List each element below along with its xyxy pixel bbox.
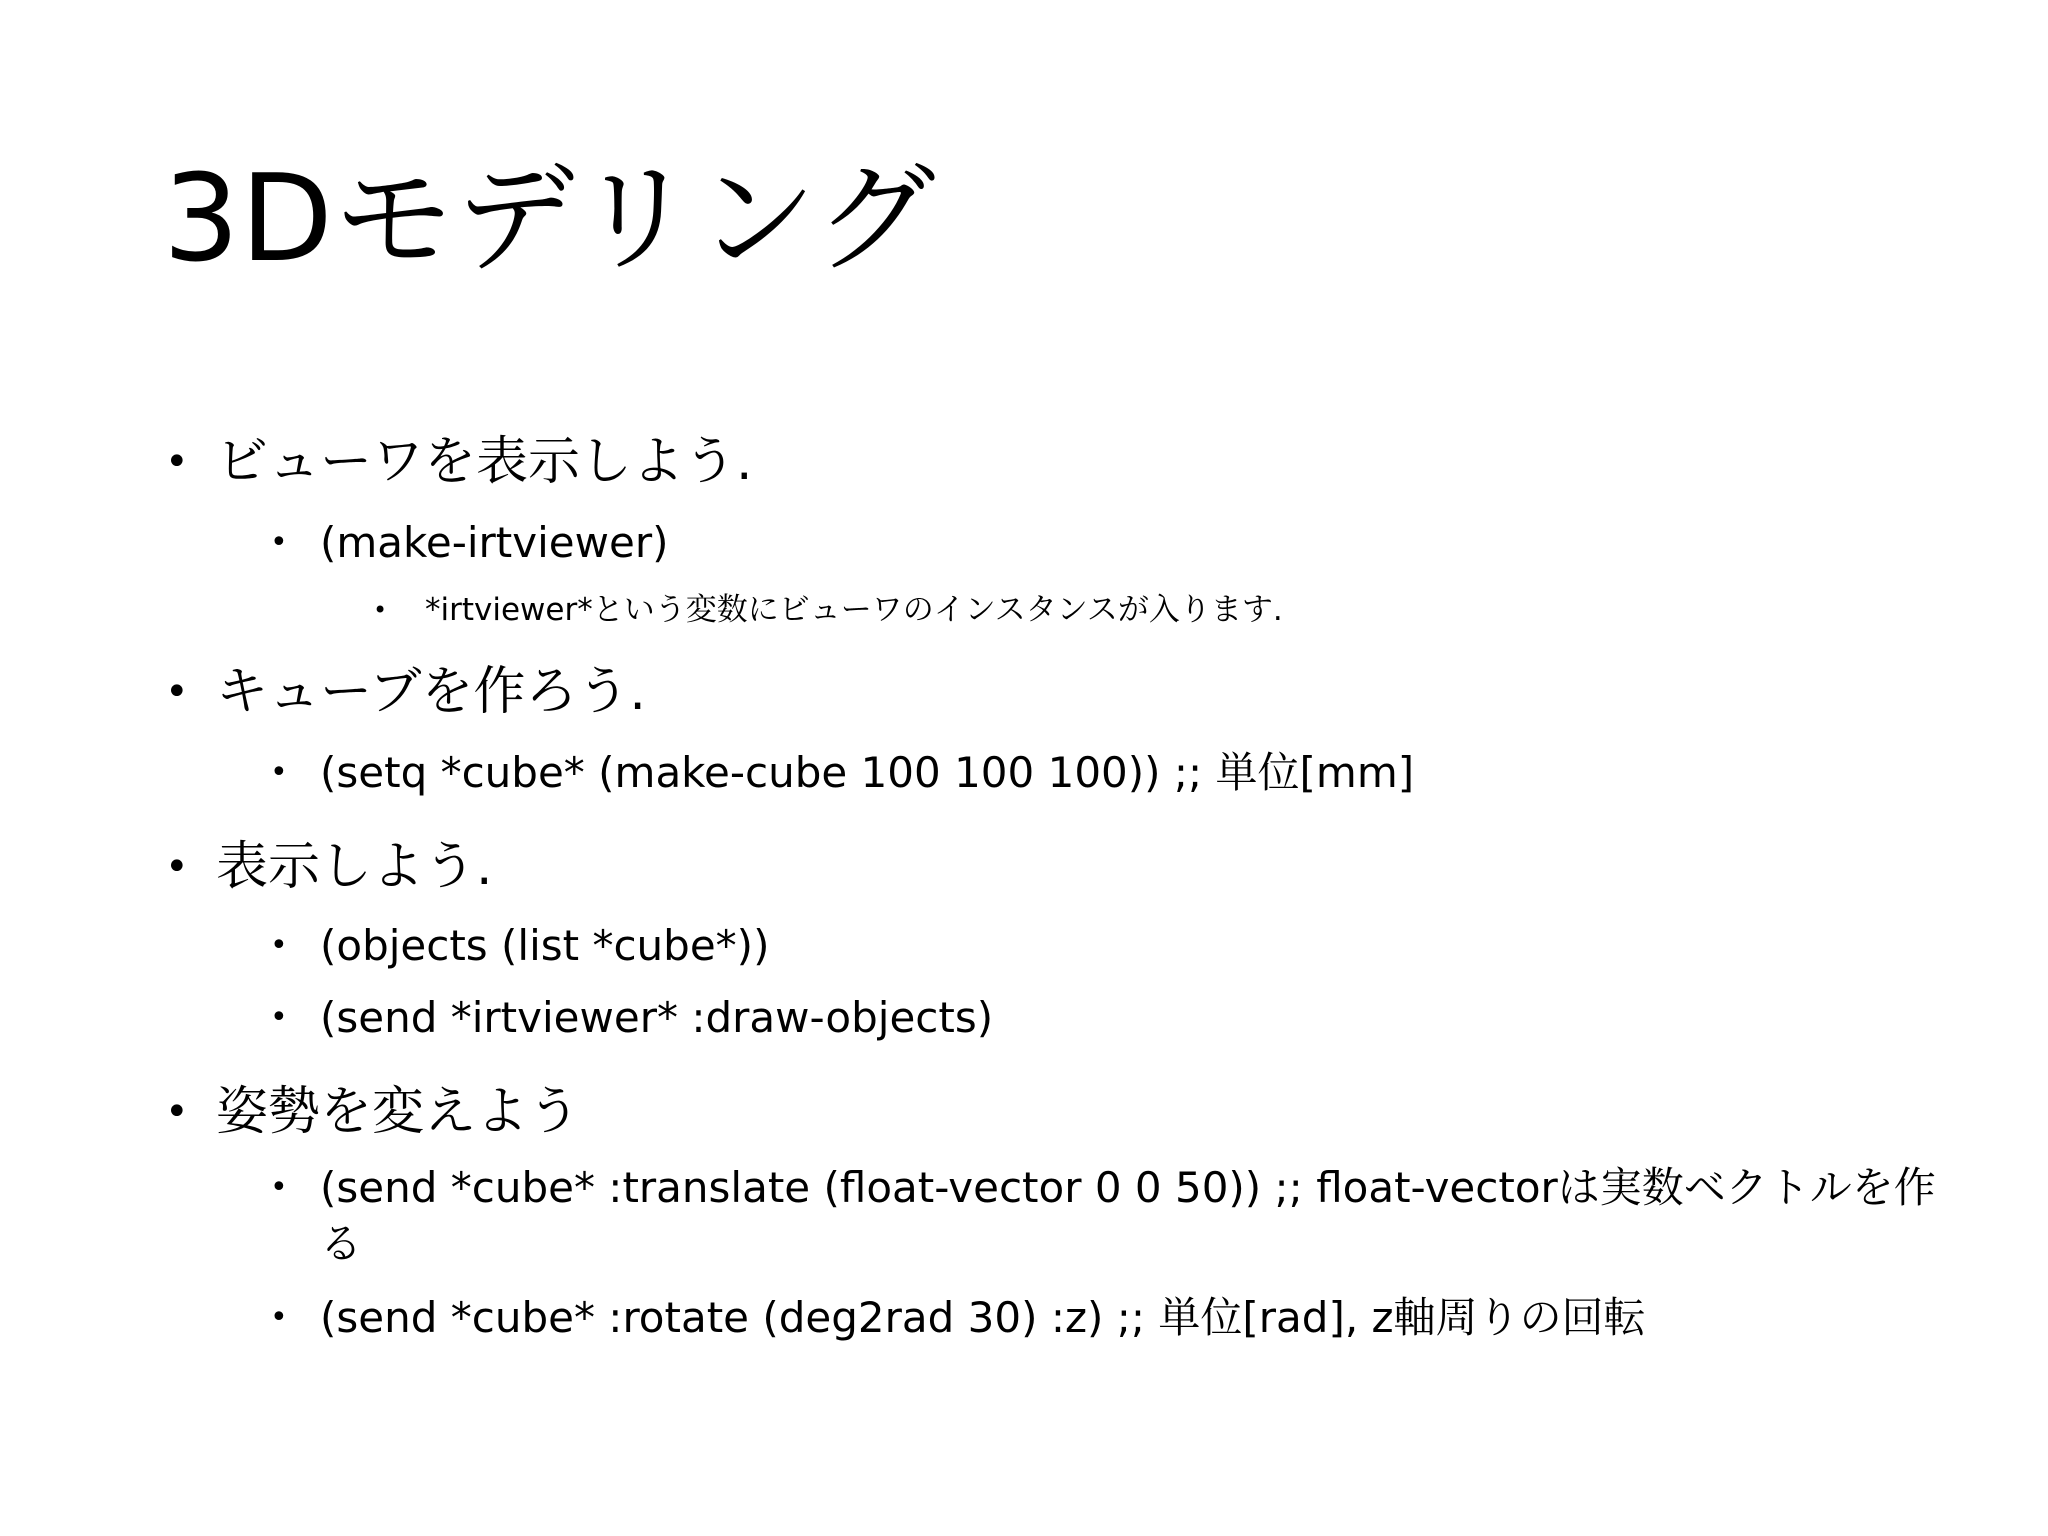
bullet-icon: •	[270, 1300, 288, 1335]
bullet-level2-text: (make-irtviewer)	[320, 518, 669, 567]
bullet-icon: •	[270, 525, 288, 560]
bullet-level3-text: *irtviewer*という変数にビューワのインスタンスが入ります.	[425, 592, 1283, 628]
bullet-icon: •	[165, 439, 189, 485]
bullet-level2-text: (send *cube* :rotate (deg2rad 30) :z) ;; 単位[rad], z軸周りの回転	[320, 1293, 1646, 1342]
bullet-icon: •	[373, 596, 388, 624]
bullet-level1-text: ビューワを表示しよう.	[216, 432, 753, 492]
bullet-level2-text: (send *irtviewer* :draw-objects)	[320, 993, 994, 1042]
bullet-icon: •	[165, 669, 189, 715]
bullet-icon: •	[165, 1089, 189, 1135]
bullet-level2-text: (setq *cube* (make-cube 100 100 100)) ;; 単位[mm]	[320, 748, 1415, 797]
slide-title: 3Dモデリング	[163, 150, 937, 289]
bullet-icon: •	[270, 928, 288, 963]
bullet-icon: •	[165, 844, 189, 890]
bullet-level1-text: キューブを作ろう.	[216, 662, 646, 722]
bullet-icon: •	[270, 755, 288, 790]
bullet-level1-text: 表示しよう.	[216, 837, 493, 897]
bullet-icon: •	[270, 1000, 288, 1035]
bullet-level2-text: (send *cube* :translate (float-vector 0 0 50)) ;; float-vectorは実数ベクトルを作	[320, 1163, 1936, 1212]
bullet-icon: •	[270, 1170, 288, 1205]
bullet-level1-text: 姿勢を変えよう	[216, 1082, 581, 1142]
bullet-level2-text-continuation: る	[320, 1219, 363, 1268]
bullet-level2-text: (objects (list *cube*))	[320, 921, 770, 970]
